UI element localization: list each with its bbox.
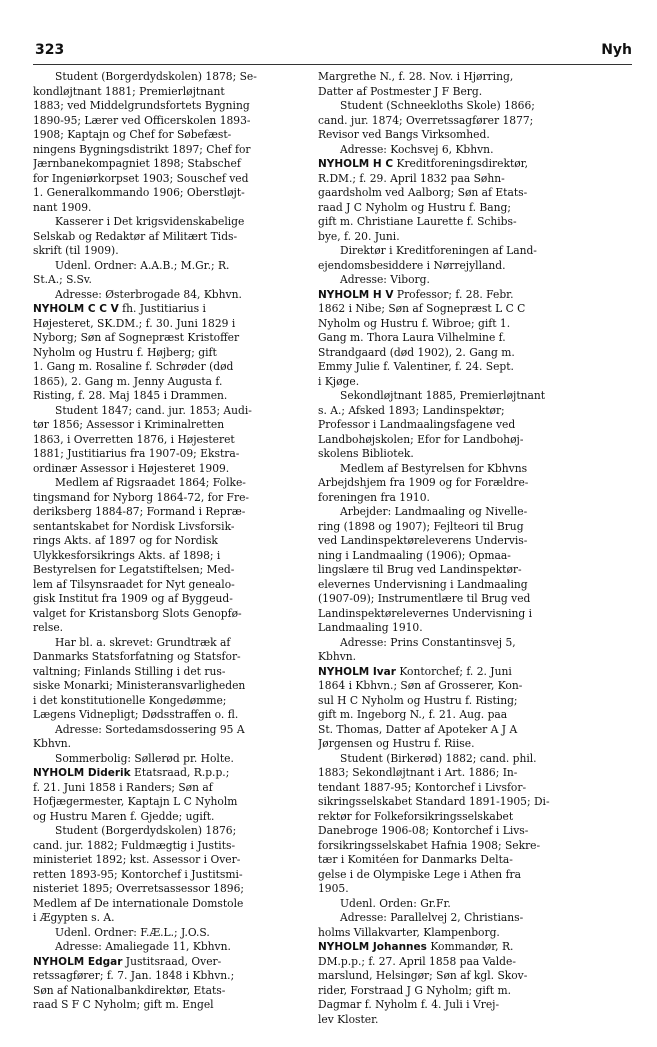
line-text: gift m. Christiane Laurette f. Schibs- <box>318 215 517 228</box>
entry-line <box>318 621 616 636</box>
line-text: kondløjtnant 1881; Premierløjtnant <box>33 84 225 98</box>
line-text: Adresse: Prins Constantinsvej 5, <box>340 635 516 649</box>
page-header <box>35 42 632 62</box>
line-text: ved Landinspektøreleverens Undervis- <box>318 534 528 547</box>
line-text: Medlem af Rigsraadet 1864; Folke- <box>55 476 246 489</box>
line-text: bye, f. 20. Juni. <box>318 229 400 243</box>
line-text: i det konstitutionelle Kongedømme; <box>33 693 227 707</box>
line-text: Margrethe N., f. 28. Nov. i Hjørring, <box>318 70 514 83</box>
entry-line <box>33 505 316 520</box>
entry-line <box>318 795 616 810</box>
line-text: 1863, i Overretten 1876, i Højesteret <box>33 432 235 446</box>
line-text: og Hustru Maren f. Gjedde; ugift. <box>33 809 215 823</box>
entry-line <box>318 940 616 955</box>
entry <box>318 665 616 941</box>
entry-line <box>33 389 316 404</box>
line-text: Landmaaling 1910. <box>318 621 423 634</box>
entry-line <box>318 99 616 114</box>
entry-line <box>33 679 316 694</box>
line-text: cand. jur. 1874; Overretssagfører 1877; <box>318 113 534 127</box>
entry-line <box>318 230 616 245</box>
entry-line <box>33 969 316 984</box>
line-text: ring (1898 og 1907); Fejlteori til Brug <box>318 519 524 533</box>
entry-line <box>33 433 316 448</box>
entry-line <box>318 505 616 520</box>
entry-line <box>33 346 316 361</box>
line-text: Kreditforeningsdirektør, <box>396 157 529 170</box>
line-text: Arbejdshjem fra 1909 og for Forældre- <box>318 476 529 489</box>
line-text: relse. <box>33 621 64 634</box>
entry-line <box>318 810 616 825</box>
entry-line <box>33 955 316 970</box>
line-text: skrift (til 1909). <box>33 244 119 257</box>
entry-line <box>33 520 316 535</box>
running-head: Nyh <box>601 42 632 58</box>
entry-line <box>33 984 316 999</box>
entry-line <box>33 621 316 636</box>
line-text: skolens Bibliotek. <box>318 447 414 460</box>
entry-line <box>33 230 316 245</box>
line-text: Danmarks Statsforfatning og Statsfor- <box>33 650 241 663</box>
entry-line <box>318 360 616 375</box>
entry-name: NYHOLM Edgar <box>33 955 123 968</box>
entry-line <box>318 404 616 419</box>
entry-line <box>318 259 616 274</box>
entry-line <box>33 143 316 158</box>
line-text: DM.p.p.; f. 27. April 1858 paa Valde- <box>318 954 516 968</box>
entry-name: NYHOLM H V <box>318 288 394 301</box>
entry-line <box>33 911 316 926</box>
entry-line <box>33 723 316 738</box>
entry-line <box>33 404 316 419</box>
line-text: Adresse: Sortedamsdossering 95 A <box>55 722 245 736</box>
entry-line <box>318 346 616 361</box>
entry-line <box>33 592 316 607</box>
line-text: valtning; Finlands Stilling i det rus- <box>33 664 226 678</box>
entry-line <box>318 824 616 839</box>
entry-line <box>33 853 316 868</box>
line-text: Kasserer i Det krigsvidenskabelige <box>55 215 245 228</box>
entry-line <box>318 679 616 694</box>
line-text: Gang m. Thora Laura Vilhelmine f. <box>318 331 506 344</box>
line-text: Student (Birkerød) 1882; cand. phil. <box>340 751 537 765</box>
entry-line <box>33 998 316 1013</box>
entry-line <box>33 375 316 390</box>
entry-line <box>318 302 616 317</box>
line-text: siske Monarki; Ministeransvarligheden <box>33 679 246 692</box>
line-text: Udenl. Ordner: F.Æ.L.; J.O.S. <box>55 925 210 939</box>
entry-line <box>33 99 316 114</box>
line-text: ning i Landmaaling (1906); Opmaa- <box>318 548 511 562</box>
entry-line <box>33 302 316 317</box>
line-text: i Kjøge. <box>318 374 360 388</box>
line-text: Nyholm og Hustru f. Wibroe; gift 1. <box>318 316 511 330</box>
line-text: Kbhvn. <box>33 737 72 750</box>
line-text: tør 1856; Assessor i Kriminalretten <box>33 418 225 431</box>
line-text: valget for Kristansborg Slots Genopfø- <box>33 606 242 620</box>
entry-line <box>318 186 616 201</box>
line-text: Nyholm og Hustru f. Højberg; gift <box>33 345 217 359</box>
entry-line <box>318 607 616 622</box>
line-text: ningens Bygningsdistrikt 1897; Chef for <box>33 142 251 156</box>
line-text: 1. Generalkommando 1906; Oberstløjt- <box>33 186 245 199</box>
entry-line <box>318 273 616 288</box>
line-text: tær i Komitéen for Danmarks Delta- <box>318 853 513 866</box>
line-text: forsikringsselskabet Hafnia 1908; Sekre- <box>318 838 541 852</box>
line-text: Adresse: Parallelvej 2, Christians- <box>340 911 524 924</box>
entry <box>318 940 616 1027</box>
line-text: f. 21. Juni 1858 i Randers; Søn af <box>33 780 213 794</box>
page-number: 323 <box>35 42 65 58</box>
entry-line <box>33 549 316 564</box>
line-text: Jærnbanekompagniet 1898; Stabschef <box>33 157 241 170</box>
entry-line <box>33 940 316 955</box>
line-text: Direktør i Kreditforeningen af Land- <box>340 244 537 257</box>
line-text: Landbohøjskolen; Efor for Landbohøj- <box>318 432 524 446</box>
entry-line <box>33 868 316 883</box>
entry-line <box>33 273 316 288</box>
line-text: Landinspektørelevernes Undervisning i <box>318 606 533 620</box>
line-text: Sekondløjtnant 1885, Premierløjtnant <box>340 389 546 402</box>
entry-line <box>318 476 616 491</box>
line-text: retten 1893-95; Kontorchef i Justitsmi- <box>33 867 243 881</box>
entry-line <box>318 694 616 709</box>
line-text: Justitsraad, Over- <box>125 954 222 968</box>
entry-line <box>33 897 316 912</box>
entry-line <box>33 70 316 85</box>
entry-line <box>318 317 616 332</box>
entry-line <box>318 636 616 651</box>
entry-line <box>33 447 316 462</box>
entry-name: NYHOLM Diderik <box>33 767 131 779</box>
line-text: Nyborg; Søn af Sognepræst Kristoffer <box>33 331 240 344</box>
entry-line <box>318 984 616 999</box>
entry-line <box>318 157 616 172</box>
entry-line <box>33 781 316 796</box>
line-text: Kbhvn. <box>318 650 357 663</box>
line-text: 1881; Justitiarius fra 1907-09; Ekstra- <box>33 447 240 460</box>
header-rule <box>33 64 632 65</box>
entry-line <box>33 665 316 680</box>
line-text: 1. Gang m. Rosaline f. Schrøder (død <box>33 360 234 373</box>
line-text: St. Thomas, Datter af Apoteker A J A <box>318 722 518 736</box>
entry-line <box>33 259 316 274</box>
entry-line <box>33 534 316 549</box>
line-text: Professor; f. 28. Febr. <box>396 287 514 301</box>
entry-line <box>33 201 316 216</box>
line-text: Revisor ved Bangs Virksomhed. <box>318 128 490 141</box>
entry-line <box>33 418 316 433</box>
line-text: Kontorchef; f. 2. Juni <box>399 664 512 678</box>
entry-line <box>33 186 316 201</box>
line-text: cand. jur. 1882; Fuldmægtig i Justits- <box>33 838 236 852</box>
entry-line <box>318 389 616 404</box>
line-text: Selskab og Redaktør af Militært Tids- <box>33 229 238 243</box>
line-text: ordinær Assessor i Højesteret 1909. <box>33 461 230 475</box>
entry-name: NYHOLM C C V <box>33 303 119 315</box>
line-text: R.DM.; f. 29. April 1832 paa Søhn- <box>318 171 505 185</box>
line-text: Professor i Landmaalingsfagene ved <box>318 418 516 431</box>
entry-line <box>318 534 616 549</box>
line-text: gelse i de Olympiske Lege i Athen fra <box>318 867 522 881</box>
entry-line <box>33 491 316 506</box>
entry-line <box>318 926 616 941</box>
line-text: Danebroge 1906-08; Kontorchef i Livs- <box>318 824 529 837</box>
entry-line <box>318 578 616 593</box>
line-text: Strandgaard (død 1902), 2. Gang m. <box>318 345 515 359</box>
entry-line <box>33 128 316 143</box>
entry-line <box>33 172 316 187</box>
entry-line <box>33 694 316 709</box>
line-text: ministeriet 1892; kst. Assessor i Over- <box>33 853 241 866</box>
line-text: Ulykkesforsikrings Akts. af 1898; i <box>33 548 221 562</box>
entry-line <box>33 331 316 346</box>
entry <box>318 288 616 665</box>
entry-line <box>318 839 616 854</box>
entry-line <box>33 288 316 303</box>
line-text: lev Kloster. <box>318 1012 379 1026</box>
line-text: Adresse: Viborg. <box>340 273 430 286</box>
entry-line <box>318 114 616 129</box>
entry-line <box>318 288 616 303</box>
line-text: sikringsselskabet Standard 1891-1905; Di- <box>318 795 550 808</box>
entry-line <box>33 578 316 593</box>
line-text: 1883; Sekondløjtnant i Art. 1886; In- <box>318 766 518 779</box>
entry-line <box>318 853 616 868</box>
line-text: Adresse: Kochsvej 6, Kbhvn. <box>340 142 494 156</box>
line-text: Højesteret, SK.DM.; f. 30. Juni 1829 i <box>33 316 236 330</box>
line-text: lingslære til Brug ved Landinspektør- <box>318 563 522 576</box>
entry-line <box>33 824 316 839</box>
line-text: rings Akts. af 1897 og for Nordisk <box>33 534 218 547</box>
line-text: foreningen fra 1910. <box>318 490 430 504</box>
line-text: tendant 1887-95; Kontorchef i Livsfor- <box>318 780 527 794</box>
entry-line <box>33 563 316 578</box>
line-text: Kommandør, R. <box>430 940 514 953</box>
entry-line <box>318 563 616 578</box>
line-text: Medlem af Bestyrelsen for Kbhvns <box>340 461 528 475</box>
entry-line <box>33 636 316 651</box>
line-text: Udenl. Orden: Gr.Fr. <box>340 896 451 910</box>
line-text: retssagfører; f. 7. Jan. 1848 i Kbhvn.; <box>33 969 235 982</box>
entry-name: NYHOLM H C <box>318 158 394 170</box>
entry-line <box>33 926 316 941</box>
entry-line <box>318 375 616 390</box>
entry-name: NYHOLM Ivar <box>318 665 396 678</box>
entry-line <box>33 244 316 259</box>
entry-line <box>318 723 616 738</box>
entry-line <box>33 114 316 129</box>
line-text: (1907-09); Instrumentlære til Brug ved <box>318 592 531 605</box>
line-text: Medlem af De internationale Domstole <box>33 896 244 910</box>
entry-line <box>318 70 616 85</box>
line-text: Hofjægermester, Kaptajn L C Nyholm <box>33 795 238 808</box>
entry-line <box>318 708 616 723</box>
line-text: holms Villakvarter, Klampenborg. <box>318 925 500 939</box>
line-text: Student (Borgerdydskolen) 1876; <box>55 824 237 837</box>
entry-line <box>318 592 616 607</box>
line-text: Jørgensen og Hustru f. Riise. <box>318 737 475 750</box>
line-text: 1908; Kaptajn og Chef for Søbefæst- <box>33 128 232 141</box>
entry-line <box>318 882 616 897</box>
entry-line <box>33 157 316 172</box>
entry-line <box>33 737 316 752</box>
line-text: Etatsraad, R.p.p.; <box>134 766 230 779</box>
line-text: sentantskabet for Nordisk Livsforsik- <box>33 519 235 533</box>
line-text: s. A.; Afsked 1893; Landinspektør; <box>318 403 505 417</box>
entry <box>318 157 616 288</box>
entry-line <box>33 215 316 230</box>
entry-line <box>33 462 316 477</box>
line-text: Dagmar f. Nyholm f. 4. Juli i Vrej- <box>318 998 500 1011</box>
line-text: Emmy Julie f. Valentiner, f. 24. Sept. <box>318 360 514 373</box>
entry-line <box>33 476 316 491</box>
line-text: Datter af Postmester J F Berg. <box>318 84 483 98</box>
entry-line <box>318 897 616 912</box>
entry-line <box>33 650 316 665</box>
line-text: Risting, f. 28. Maj 1845 i Drammen. <box>33 389 228 402</box>
entry-line <box>318 650 616 665</box>
line-text: 1865), 2. Gang m. Jenny Augusta f. <box>33 374 223 388</box>
line-text: raad S F C Nyholm; gift m. Engel <box>33 998 214 1011</box>
line-text: deriksberg 1884-87; Formand i Repræ- <box>33 505 246 518</box>
line-text: i Ægypten s. A. <box>33 911 115 924</box>
entry-line <box>318 1013 616 1028</box>
entry-line <box>318 143 616 158</box>
line-text: Sommerbolig: Søllerød pr. Holte. <box>55 751 234 765</box>
line-text: Adresse: Amaliegade 11, Kbhvn. <box>55 940 231 953</box>
entry-line <box>33 360 316 375</box>
line-text: Arbejder: Landmaaling og Nivelle- <box>340 505 528 518</box>
line-text: 1905. <box>318 882 349 895</box>
entry-line <box>318 331 616 346</box>
line-text: Student (Schneekloths Skole) 1866; <box>340 99 535 112</box>
entry-line <box>33 766 316 781</box>
line-text: elevernes Undervisning i Landmaaling <box>318 577 528 591</box>
entry-line <box>33 795 316 810</box>
line-text: Bestyrelsen for Legatstiftelsen; Med- <box>33 563 235 576</box>
entry-line <box>33 752 316 767</box>
line-text: Har bl. a. skrevet: Grundtræk af <box>55 635 231 649</box>
line-text: St.A.; S.Sv. <box>33 273 92 286</box>
entry-line <box>318 911 616 926</box>
entry-line <box>318 737 616 752</box>
right-column <box>318 70 616 1027</box>
entry-line <box>318 85 616 100</box>
line-text: 1864 i Kbhvn.; Søn af Grosserer, Kon- <box>318 679 523 692</box>
line-text: nisteriet 1895; Overretsassessor 1896; <box>33 882 244 895</box>
entry-line <box>318 766 616 781</box>
left-column <box>33 70 316 1013</box>
entry-line <box>33 85 316 100</box>
entry <box>318 70 616 157</box>
line-text: for Ingeniørkorpset 1903; Souschef ved <box>33 171 249 185</box>
entry-line <box>318 172 616 187</box>
entry-line <box>318 447 616 462</box>
line-text: Søn af Nationalbankdirektør, Etats- <box>33 983 226 997</box>
line-text: ejendomsbesiddere i Nørrejylland. <box>318 258 506 272</box>
line-text: raad J C Nyholm og Hustru f. Bang; <box>318 200 511 214</box>
line-text: Student 1847; cand. jur. 1853; Audi- <box>55 403 252 417</box>
entry-line <box>318 665 616 680</box>
entry-line <box>318 418 616 433</box>
entry-line <box>318 998 616 1013</box>
line-text: lem af Tilsynsraadet for Nyt genealo- <box>33 577 235 591</box>
entry-line <box>318 491 616 506</box>
entry-line <box>318 462 616 477</box>
line-text: rider, Forstraad J G Nyholm; gift m. <box>318 983 511 997</box>
entry-line <box>33 839 316 854</box>
entry-line <box>33 708 316 723</box>
entry-line <box>318 433 616 448</box>
entry <box>33 302 316 766</box>
entry-line <box>33 882 316 897</box>
entry-name: NYHOLM Johannes <box>318 941 427 953</box>
entry-line <box>318 128 616 143</box>
line-text: fh. Justitiarius i <box>122 302 206 315</box>
entry-line <box>318 549 616 564</box>
line-text: gisk Institut fra 1909 og af Byggeud- <box>33 592 233 605</box>
line-text: gift m. Ingeborg N., f. 21. Aug. paa <box>318 708 508 721</box>
entry-line <box>33 607 316 622</box>
entry <box>33 955 316 1013</box>
entry-line <box>318 969 616 984</box>
line-text: 1862 i Nibe; Søn af Sognepræst L C C <box>318 302 526 315</box>
entry-line <box>33 317 316 332</box>
line-text: tingsmand for Nyborg 1864-72, for Fre- <box>33 490 250 504</box>
entry-line <box>318 201 616 216</box>
entry-line <box>318 868 616 883</box>
entry-line <box>318 520 616 535</box>
line-text: rektør for Folkeforsikringsselskabet <box>318 809 514 823</box>
entry-line <box>318 781 616 796</box>
entry-line <box>318 752 616 767</box>
line-text: 1883; ved Middelgrundsfortets Bygning <box>33 99 250 112</box>
line-text: sul H C Nyholm og Hustru f. Risting; <box>318 693 518 707</box>
entry-line <box>33 810 316 825</box>
line-text: Lægens Vidnepligt; Dødsstraffen o. fl. <box>33 708 239 721</box>
line-text: 1890-95; Lærer ved Officerskolen 1893- <box>33 113 251 127</box>
line-text: gaardsholm ved Aalborg; Søn af Etats- <box>318 186 528 199</box>
line-text: nant 1909. <box>33 200 92 214</box>
entry-line <box>318 215 616 230</box>
entry-line <box>318 244 616 259</box>
line-text: Adresse: Østerbrogade 84, Kbhvn. <box>55 287 242 301</box>
line-text: marslund, Helsingør; Søn af kgl. Skov- <box>318 969 528 982</box>
line-text: Udenl. Ordner: A.A.B.; M.Gr.; R. <box>55 258 230 272</box>
entry <box>33 70 316 302</box>
entry <box>33 766 316 955</box>
line-text: Student (Borgerdydskolen) 1878; Se- <box>55 70 257 83</box>
entry-line <box>318 955 616 970</box>
